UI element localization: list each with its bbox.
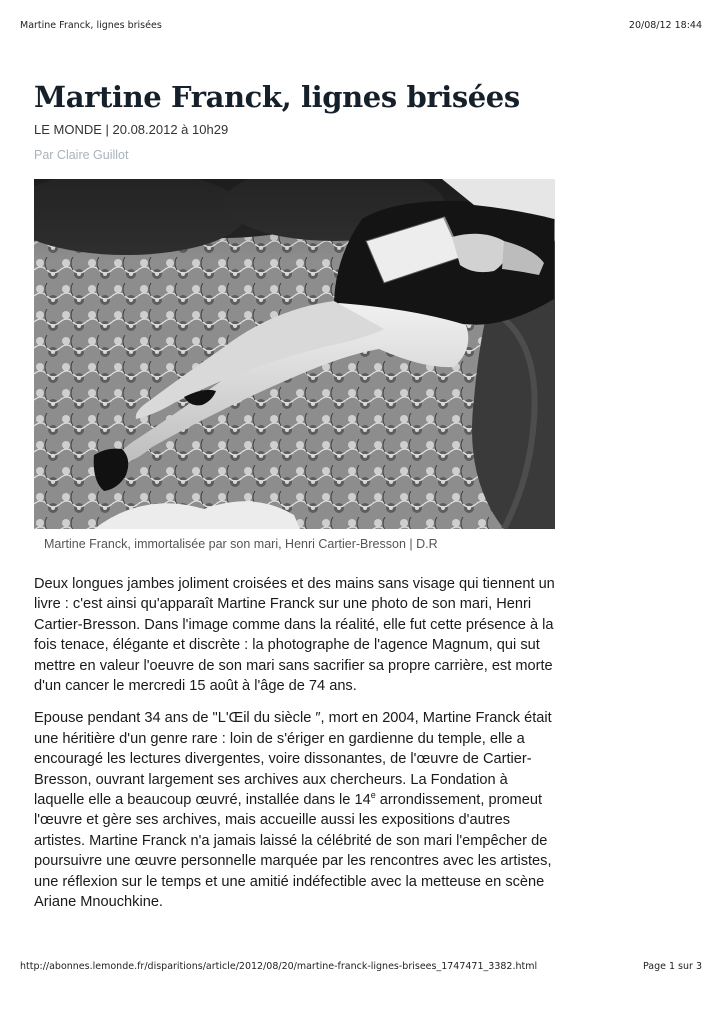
article-paragraph [34,708,559,912]
article-body [34,574,559,925]
paragraph-text: arrondissement, promeut l'œuvre et gère ses archives, mais accueille aussi les expositions d'autres artistes. Martine Franck n'a jamais laissé la célébrité de son mari l'empêcher de poursuivre une œuvre personnelle marquée par les rencontres avec les artistes, une réflexion sur le temps et une amitié indéfectible avec la metteuse en scène Ariane Mnouchkine. [34,792,552,911]
article-title: Martine Franck, lignes brisées [34,80,520,114]
print-footer-page: Page 1 sur 3 [642,961,702,972]
photo-caption: Martine Franck, immortalisée par son mari, Henri Cartier-Bresson | D.R [44,537,438,551]
article-dateline: LE MONDE | 20.08.2012 à 10h29 [34,122,229,137]
print-header-datetime: 20/08/12 18:44 [628,20,702,31]
article-byline: Par Claire Guillot [34,148,129,162]
paragraph-text: Epouse pendant 34 ans de "L'Œil du siècle ″, mort en 2004, Martine Franck était une héritière d'un genre rare : loin de s'ériger en gardienne du temple, elle a encouragé les lectures divergentes, voire dissonantes, de l'œuvre de Cartier-Bresson, ouvrant largement ses archives aux chercheurs. La Fondation à laquelle elle a beaucoup œuvré, installée dans le 14 [34,710,552,809]
print-footer [20,961,702,975]
article-paragraph: Deux longues jambes joliment croisées et des mains sans visage qui tiennent un livre : c'est ainsi qu'apparaît Martine Franck sur une photo de son mari, Henri Cartier-Bresson. Dans l'image comme dans la réalité, elle fut cette présence à la fois tenace, élégante et discrète : la photographe de l'agence Magnum, qui sut mettre en valeur l'oeuvre de son mari sans sacrifier sa propre carrière, est morte d'un cancer le mercredi 15 août à l'âge de 74 ans. [34,576,555,695]
ordinal-superscript: e [370,790,376,801]
print-header-title: Martine Franck, lignes brisées [20,20,162,31]
article-photo [34,179,555,529]
print-footer-url: http://abonnes.lemonde.fr/disparitions/article/2012/08/20/martine-franck-lignes-brisees_1747471_3382.html [20,961,538,972]
print-header [20,20,702,34]
